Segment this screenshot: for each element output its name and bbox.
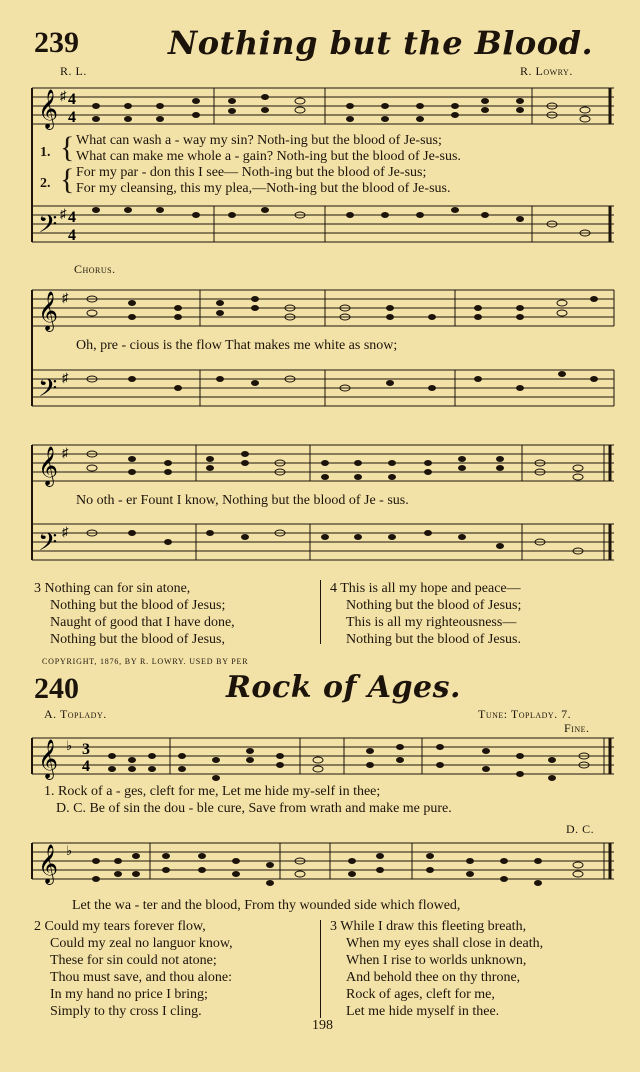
svg-text:4: 4	[68, 209, 76, 226]
stanza-line: These for sin could not atone;	[50, 953, 217, 968]
svg-text:𝄢: 𝄢	[38, 528, 58, 563]
svg-text:4: 4	[68, 227, 76, 244]
svg-text:3: 3	[82, 741, 90, 758]
stanza-line: Thou must save, and thou alone:	[50, 970, 232, 985]
hymn-author-240: A. Toplady.	[44, 707, 107, 721]
hymn-tune-240: Tune: Toplady. 7.	[478, 707, 572, 721]
verse-240-line-1: 1. Rock of a - ges, cleft for me, Let me hide my-self in thee;	[44, 784, 381, 799]
verse-number-1: 1.	[40, 145, 51, 160]
hymn-number-240: 240	[34, 672, 79, 705]
stanza-line: Nothing but the blood of Jesus,	[50, 632, 225, 647]
svg-text:𝄢: 𝄢	[38, 210, 58, 245]
stanza-line: 2 Could my tears forever flow,	[34, 919, 206, 934]
stanza-line: When my eyes shall close in death,	[346, 936, 544, 951]
hymn-title-240: Rock of Ages.	[226, 670, 461, 705]
stanza-divider-240	[320, 920, 321, 1018]
stanza-line: When I rise to worlds unknown,	[346, 953, 527, 968]
svg-text:♯: ♯	[62, 370, 69, 385]
stanza-line: Naught of good that I have done,	[50, 615, 235, 630]
verse-line-3: For my par - don this I see— Noth-ing but the blood of Je-sus;	[76, 165, 427, 180]
hymn-author-239: R. L.	[60, 64, 87, 78]
hymn-composer-239: R. Lowry.	[520, 64, 573, 78]
hymn-number-239: 239	[34, 26, 79, 59]
fine-marking: Fine.	[564, 721, 590, 735]
copyright-239: COPYRIGHT, 1876, BY R. LOWRY. USED BY PER	[42, 657, 249, 666]
verse-line-2: What can make me whole a - gain? Noth-ing but the blood of Je-sus.	[76, 149, 461, 164]
stanza-2-240	[34, 918, 233, 1020]
verse-240-line-2: D. C. Be of sin the dou - ble cure, Save from wrath and make me pure.	[56, 801, 452, 816]
stanza-line: Could my zeal no languor know,	[50, 936, 233, 951]
svg-text:♭: ♭	[66, 843, 73, 858]
svg-text:4: 4	[68, 91, 76, 108]
hymn-title-239: Nothing but the Blood.	[168, 24, 594, 62]
svg-text:♯: ♯	[62, 290, 69, 305]
page-number: 198	[312, 1018, 333, 1033]
svg-text:4: 4	[68, 109, 76, 126]
stanza-line: And behold thee on thy throne,	[346, 970, 521, 985]
brace-verse-1: {	[60, 131, 75, 164]
verse-240-line-3: Let the wa - ter and the blood, From thy wounded side which flowed,	[72, 898, 461, 913]
dc-marking: D. C.	[566, 822, 595, 836]
stanza-line: 3 While I draw this fleeting breath,	[330, 919, 527, 934]
svg-text:𝄞: 𝄞	[38, 739, 59, 779]
chorus-line-1: Oh, pre - cious is the flow That makes me white as snow;	[76, 338, 398, 353]
stanza-line: 3 Nothing can for sin atone,	[34, 581, 191, 596]
svg-text:𝄢: 𝄢	[38, 374, 58, 409]
stanza-line: This is all my righteousness—	[346, 615, 517, 630]
brace-verse-2: {	[60, 163, 75, 196]
svg-text:4: 4	[82, 758, 90, 775]
svg-text:♭: ♭	[66, 738, 73, 753]
svg-text:𝄞: 𝄞	[38, 844, 59, 884]
svg-text:♯: ♯	[60, 88, 67, 103]
stanza-line: Simply to thy cross I cling.	[50, 1004, 202, 1019]
verse-number-2: 2.	[40, 176, 51, 191]
chorus-line-2: No oth - er Fount I know, Nothing but the blood of Je - sus.	[76, 493, 409, 508]
stanza-line: Let me hide myself in thee.	[346, 1004, 500, 1019]
stanza-line: Nothing but the blood of Jesus;	[50, 598, 226, 613]
svg-text:𝄞: 𝄞	[38, 446, 59, 486]
stanza-line: In my hand no price I bring;	[50, 987, 208, 1002]
svg-text:𝄞: 𝄞	[38, 291, 59, 331]
stanza-3-240	[330, 918, 543, 1020]
svg-text:♯: ♯	[62, 445, 69, 460]
svg-text:♯: ♯	[62, 524, 69, 539]
verse-line-1: What can wash a - way my sin? Noth-ing but the blood of Je-sus;	[76, 133, 442, 148]
verse-line-4: For my cleansing, this my plea,—Noth-ing but the blood of Je-sus.	[76, 181, 451, 196]
chorus-label: Chorus.	[74, 262, 116, 276]
stanza-line: Nothing but the blood of Jesus.	[346, 632, 521, 647]
stanza-line: Rock of ages, cleft for me,	[346, 987, 495, 1002]
svg-text:♯: ♯	[60, 206, 67, 221]
svg-text:𝄞: 𝄞	[38, 89, 59, 129]
stanza-line: 4 This is all my hope and peace—	[330, 581, 521, 596]
stanza-line: Nothing but the blood of Jesus;	[346, 598, 522, 613]
